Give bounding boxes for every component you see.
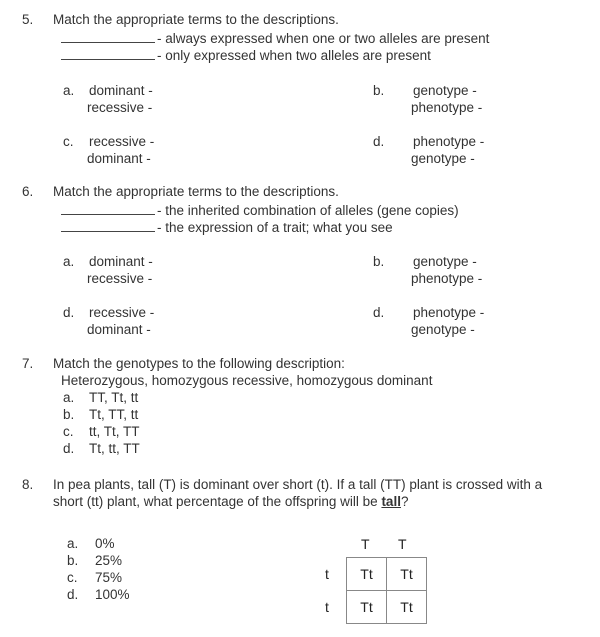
q6-desc1: - the inherited combination of alleles (gene copies) — [157, 203, 459, 218]
option-letter: a. — [63, 83, 75, 98]
option-line-2: phenotype - — [411, 100, 483, 115]
q6-desc2-row — [61, 220, 393, 236]
q5-desc1: - always expressed when one or two alleles are present — [157, 31, 490, 46]
option-letter: d. — [63, 305, 75, 320]
punnett-cell: Tt — [347, 558, 387, 591]
punnett-col-header: T — [361, 536, 370, 552]
q5-desc2-row — [61, 48, 431, 64]
option-text: Tt, tt, TT — [89, 441, 140, 456]
q6-prompt: Match the appropriate terms to the descriptions. — [53, 184, 339, 199]
option-letter: d. — [373, 134, 385, 149]
option-line-1: phenotype - — [413, 305, 485, 320]
option-letter: b. — [373, 83, 385, 98]
q8-number: 8. — [22, 477, 34, 492]
option-line-2: recessive - — [87, 100, 153, 115]
punnett-row — [347, 591, 427, 624]
q8-line-2 — [53, 494, 408, 510]
punnett-cell: Tt — [387, 591, 427, 624]
option-line-1: phenotype - — [413, 134, 485, 149]
punnett-grid — [346, 557, 427, 624]
option-letter: b. — [373, 254, 385, 269]
punnett-row-header: t — [325, 599, 329, 615]
q5-prompt: Match the appropriate terms to the descriptions. — [53, 12, 339, 27]
punnett-cell: Tt — [387, 558, 427, 591]
option-line-2: recessive - — [87, 271, 153, 286]
option-letter: d. — [63, 441, 75, 456]
option-letter: b. — [63, 407, 75, 422]
q5-desc1-row — [61, 31, 489, 47]
option-line-2: genotype - — [411, 322, 475, 337]
option-line-1: genotype - — [413, 83, 477, 98]
option-text: Tt, TT, tt — [89, 407, 139, 422]
option-line-2: dominant - — [87, 322, 151, 337]
q7-subline: Heterozygous, homozygous recessive, homozygous dominant — [61, 373, 433, 388]
q6-blank-1[interactable] — [61, 203, 155, 215]
option-line-1: genotype - — [413, 254, 477, 269]
option-letter: c. — [63, 134, 74, 149]
option-line-1: dominant - — [89, 254, 153, 269]
q5-blank-2[interactable] — [61, 48, 155, 60]
option-line-2: genotype - — [411, 151, 475, 166]
option-text: TT, Tt, tt — [89, 390, 139, 405]
option-text: 75% — [95, 570, 123, 585]
q6-blank-2[interactable] — [61, 220, 155, 232]
q6-number: 6. — [22, 184, 34, 199]
q6-desc2: - the expression of a trait; what you see — [157, 220, 393, 235]
option-line-1: recessive - — [89, 305, 155, 320]
q5-number: 5. — [22, 12, 34, 27]
q5-blank-1[interactable] — [61, 31, 155, 43]
option-line-2: phenotype - — [411, 271, 483, 286]
punnett-cell: Tt — [347, 591, 387, 624]
q8-line-2-post: ? — [400, 494, 409, 509]
option-text: 100% — [95, 587, 130, 602]
option-letter: a. — [63, 390, 75, 405]
q7-prompt: Match the genotypes to the following description: — [53, 356, 345, 371]
q6-desc1-row — [61, 203, 459, 219]
option-letter: a. — [63, 254, 75, 269]
option-letter: b. — [67, 553, 79, 568]
option-letter: c. — [67, 570, 78, 585]
option-text: tt, Tt, TT — [89, 424, 140, 439]
punnett-col-header: T — [398, 536, 407, 552]
option-text: 0% — [95, 536, 115, 551]
q8-tall-emphasis: tall — [381, 494, 401, 509]
option-line-1: dominant - — [89, 83, 153, 98]
option-letter: d. — [67, 587, 79, 602]
q7-number: 7. — [22, 356, 34, 371]
punnett-row — [347, 558, 427, 591]
option-text: 25% — [95, 553, 123, 568]
q5-desc2: - only expressed when two alleles are present — [157, 48, 431, 63]
punnett-row-header: t — [325, 566, 329, 582]
option-letter: c. — [63, 424, 74, 439]
q8-line-2-pre: short (tt) plant, what percentage of the offspring will be — [53, 494, 382, 509]
q8-line-1: In pea plants, tall (T) is dominant over short (t). If a tall (TT) plant is crossed with a — [53, 477, 543, 492]
option-line-1: recessive - — [89, 134, 155, 149]
option-letter: d. — [373, 305, 385, 320]
option-letter: a. — [67, 536, 79, 551]
option-line-2: dominant - — [87, 151, 151, 166]
